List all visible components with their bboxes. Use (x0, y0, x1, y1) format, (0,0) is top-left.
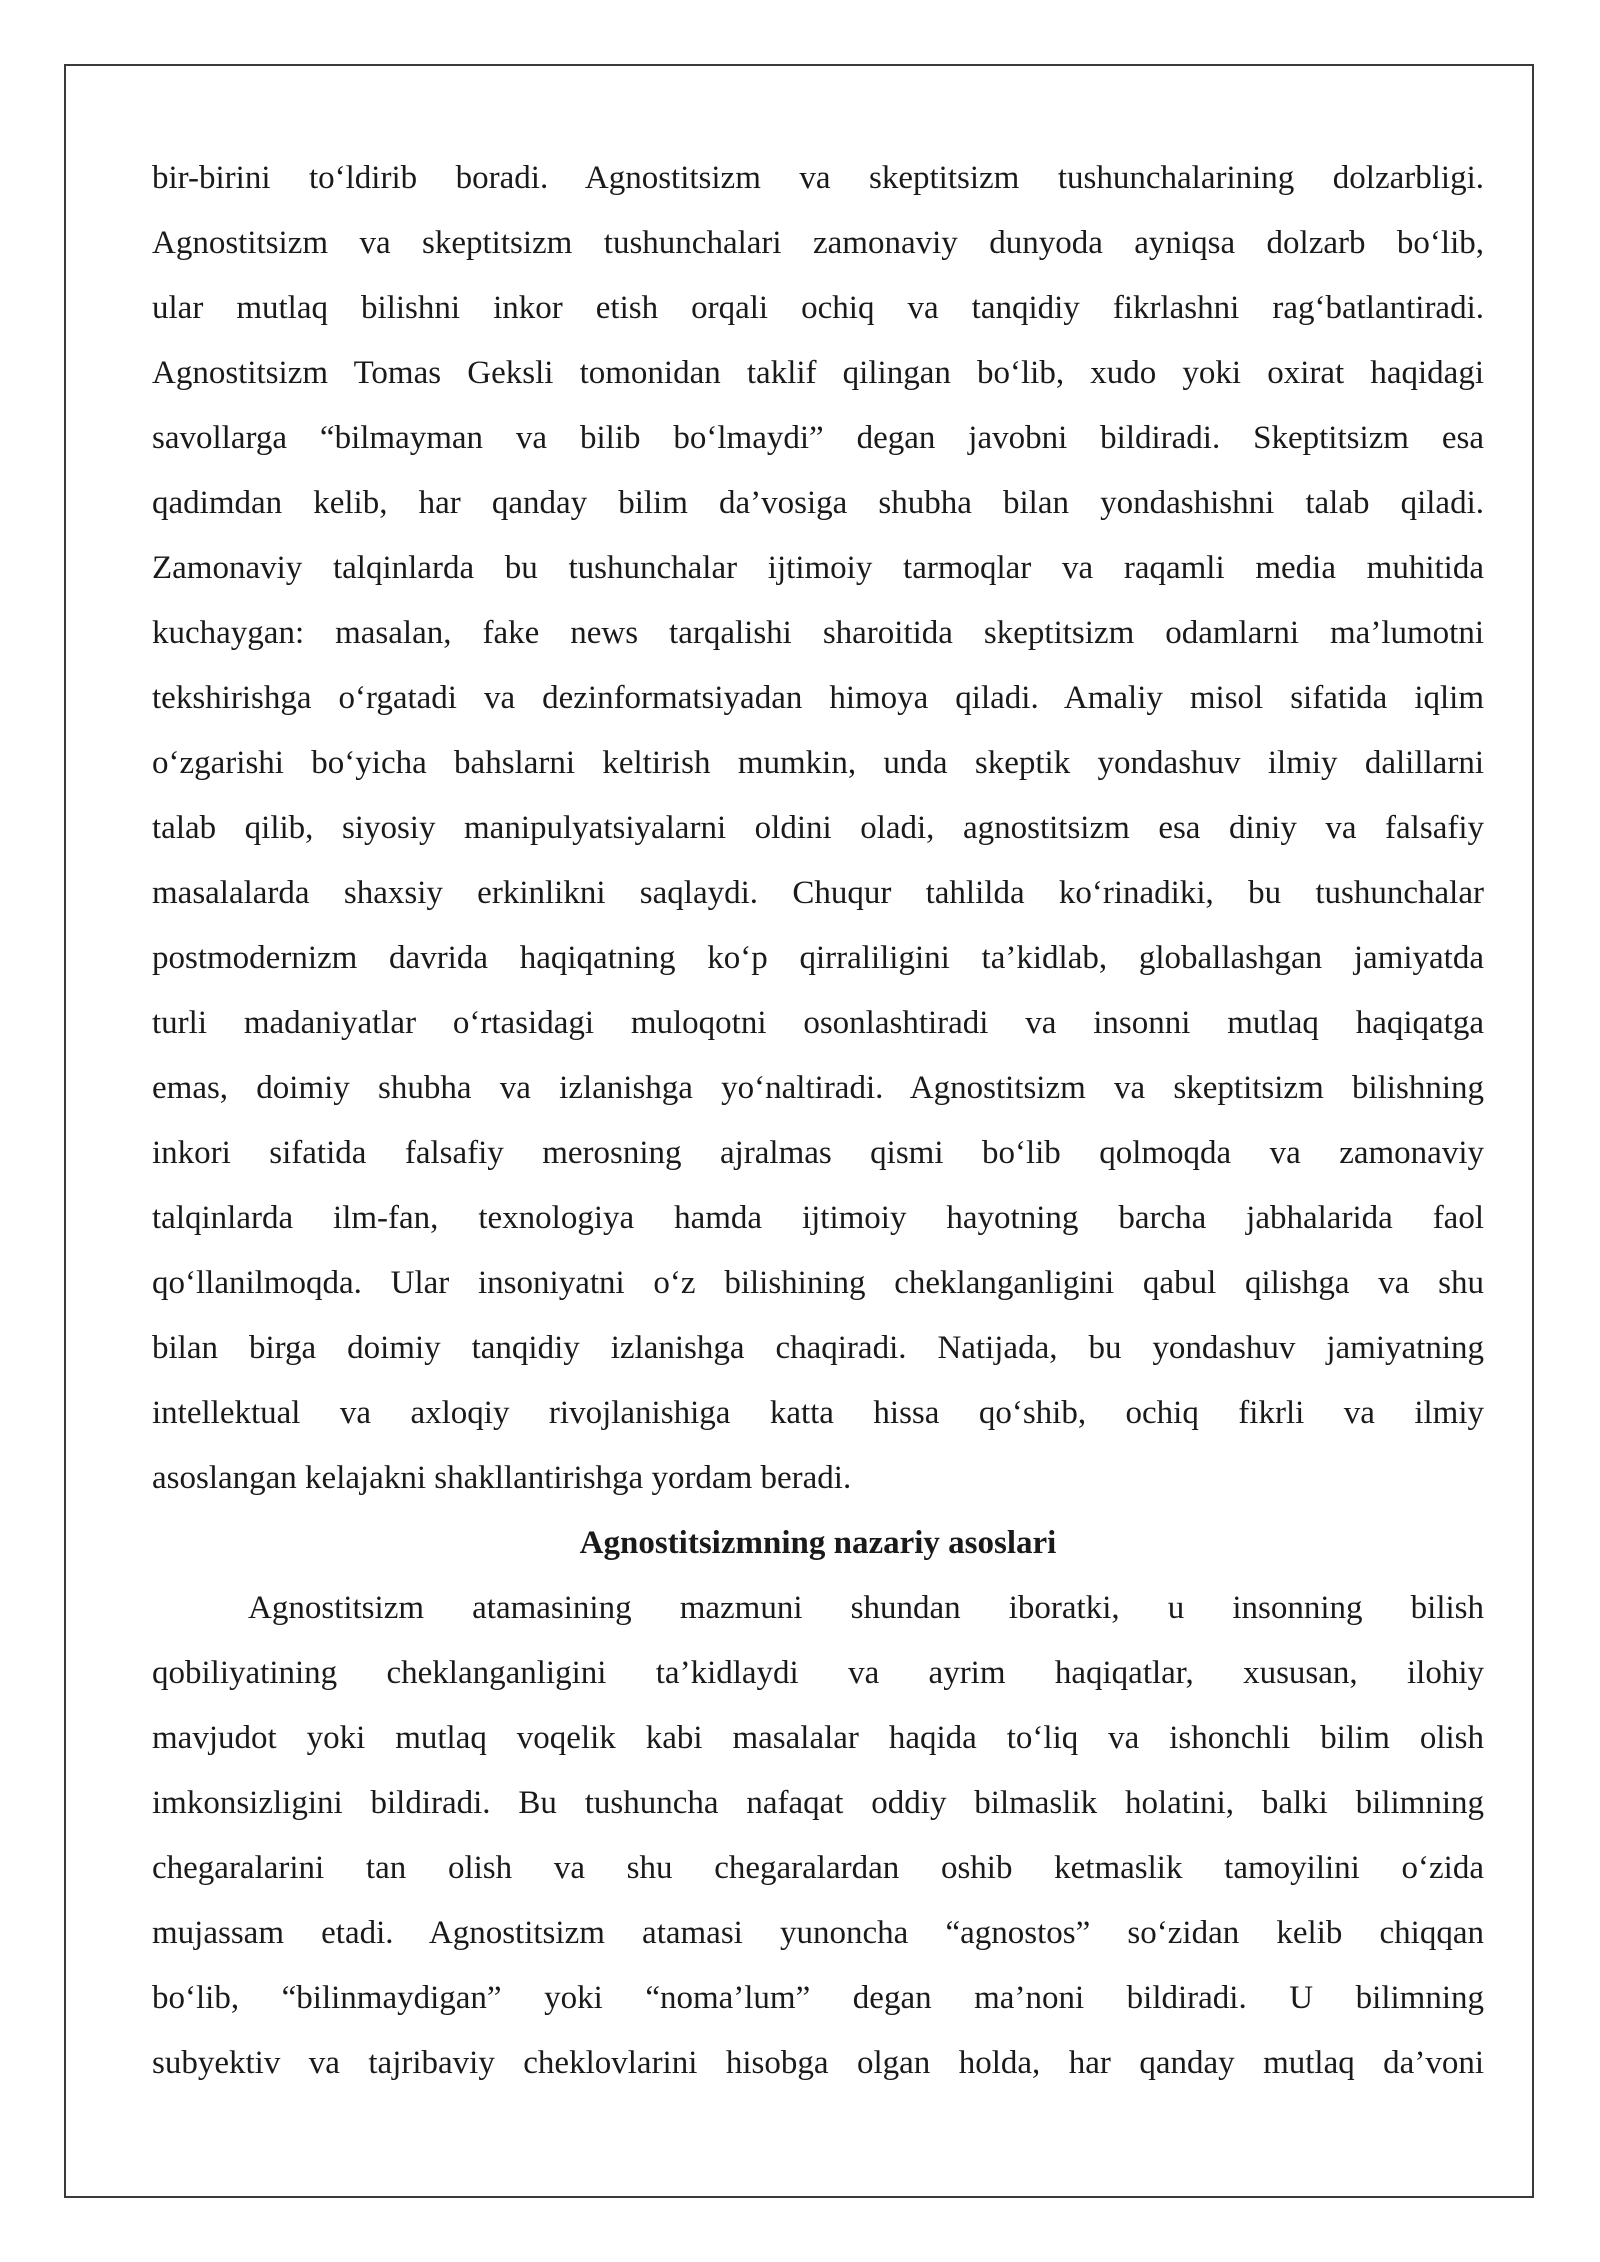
text-line: talqinlarda ilm-fan, texnologiya hamda ijtimoiy hayotning barcha jabhalarida faol (152, 1200, 1484, 1236)
text-line: ular mutlaq bilishni inkor etish orqali ochiq va tanqidiy fikrlashni rag‘batlantiradi. (152, 290, 1484, 326)
text-line: qo‘llanilmoqda. Ular insoniyatni o‘z bilishining cheklanganligini qabul qilishga va shu (152, 1265, 1484, 1301)
text-line: kuchaygan: masalan, fake news tarqalishi sharoitida skeptitsizm odamlarni ma’lumotni (152, 615, 1484, 651)
text-line: emas, doimiy shubha va izlanishga yo‘naltiradi. Agnostitsizm va skeptitsizm bilishning (152, 1070, 1484, 1106)
text-line: Agnostitsizm atamasining mazmuni shundan iboratki, u insonning bilish (248, 1590, 1484, 1626)
text-line: savollarga “bilmayman va bilib bo‘lmaydi” degan javobni bildiradi. Skeptitsizm esa (152, 420, 1484, 456)
text-line: qobiliyatining cheklanganligini ta’kidlaydi va ayrim haqiqatlar, xususan, ilohiy (152, 1655, 1484, 1691)
text-line: turli madaniyatlar o‘rtasidagi muloqotni osonlashtiradi va insonni mutlaq haqiqatga (152, 1005, 1484, 1041)
text-line: bilan birga doimiy tanqidiy izlanishga chaqiradi. Natijada, bu yondashuv jamiyatning (152, 1330, 1484, 1366)
text-line: masalalarda shaxsiy erkinlikni saqlaydi. Chuqur tahlilda ko‘rinadiki, bu tushunchalar (152, 875, 1484, 911)
text-line: postmodernizm davrida haqiqatning ko‘p qirraliligini ta’kidlab, globallashgan jamiyatda (152, 940, 1484, 976)
paragraph-1 (152, 146, 1484, 1511)
text-line: imkonsizligini bildiradi. Bu tushuncha nafaqat oddiy bilmaslik holatini, balki bilimning (152, 1785, 1484, 1821)
text-line: subyektiv va tajribaviy cheklovlarini hisobga olgan holda, har qanday mutlaq da’voni (152, 2045, 1484, 2081)
text-line: talab qilib, siyosiy manipulyatsiyalarni oldini oladi, agnostitsizm esa diniy va falsafiy (152, 810, 1484, 846)
text-line: chegaralarini tan olish va shu chegaralardan oshib ketmaslik tamoyilini o‘zida (152, 1850, 1484, 1886)
document-body (152, 146, 1484, 2096)
text-line: intellektual va axloqiy rivojlanishiga katta hissa qo‘shib, ochiq fikrli va ilmiy (152, 1395, 1484, 1431)
text-line: Zamonaviy talqinlarda bu tushunchalar ijtimoiy tarmoqlar va raqamli media muhitida (152, 550, 1484, 586)
text-line: mujassam etadi. Agnostitsizm atamasi yunoncha “agnostos” so‘zidan kelib chiqqan (152, 1915, 1484, 1951)
text-line: tekshirishga o‘rgatadi va dezinformatsiyadan himoya qiladi. Amaliy misol sifatida iqlim (152, 680, 1484, 716)
text-line: Agnostitsizm va skeptitsizm tushunchalari zamonaviy dunyoda ayniqsa dolzarb bo‘lib, (152, 225, 1484, 261)
section-heading: Agnostitsizmning nazariy asoslari (579, 1525, 1057, 1561)
text-line: bir-birini to‘ldirib boradi. Agnostitsizm va skeptitsizm tushunchalarining dolzarbligi. (152, 160, 1484, 196)
text-line: bo‘lib, “bilinmaydigan” yoki “noma’lum” degan ma’noni bildiradi. U bilimning (152, 1980, 1484, 2016)
paragraph-2 (152, 1576, 1484, 2096)
text-line: inkori sifatida falsafiy merosning ajralmas qismi bo‘lib qolmoqda va zamonaviy (152, 1135, 1484, 1171)
text-line: o‘zgarishi bo‘yicha bahslarni keltirish mumkin, unda skeptik yondashuv ilmiy dalillarni (152, 745, 1484, 781)
text-line: asoslangan kelajakni shakllantirishga yordam beradi. (152, 1460, 852, 1496)
text-line: qadimdan kelib, har qanday bilim da’vosiga shubha bilan yondashishni talab qiladi. (152, 485, 1484, 521)
text-line: mavjudot yoki mutlaq voqelik kabi masalalar haqida to‘liq va ishonchli bilim olish (152, 1720, 1484, 1756)
text-line: Agnostitsizm Tomas Geksli tomonidan taklif qilingan bo‘lib, xudo yoki oxirat haqidagi (152, 355, 1484, 391)
